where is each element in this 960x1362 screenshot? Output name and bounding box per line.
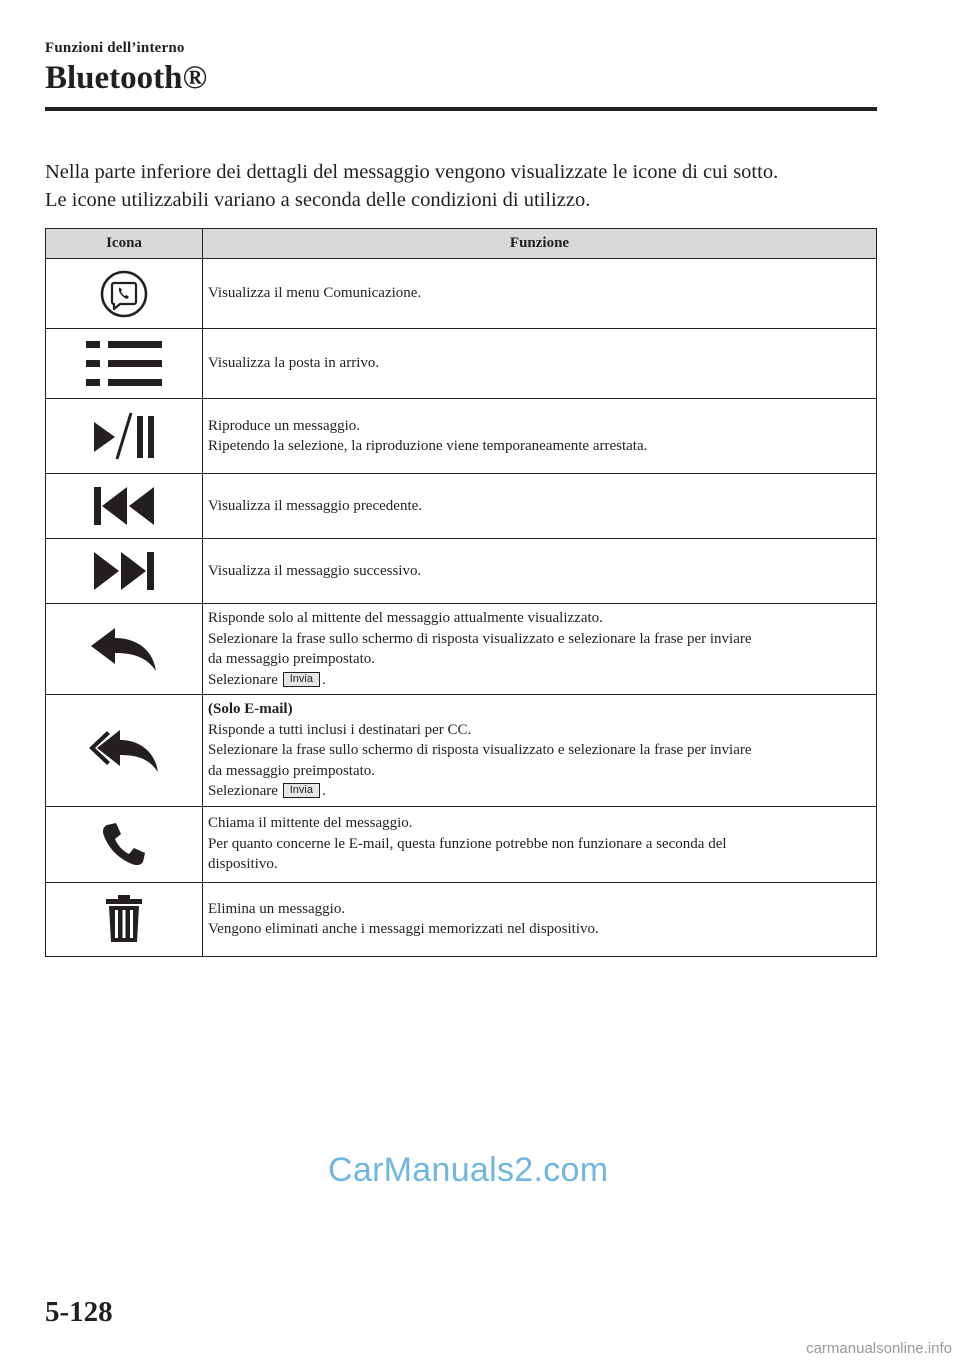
description-line: Vengono eliminati anche i messaggi memorizzati nel dispositivo. <box>208 921 599 937</box>
footer-watermark: carmanualsonline.info <box>806 1340 952 1357</box>
description-line: dispositivo. <box>208 856 278 873</box>
icon-cell <box>46 539 203 604</box>
function-description <box>203 329 877 399</box>
description-line: Visualizza il messaggio successivo. <box>208 562 422 579</box>
icon-cell <box>46 474 203 539</box>
description-line: Visualizza il messaggio precedente. <box>208 497 423 514</box>
select-prefix: Selezionare <box>208 671 278 688</box>
intro-paragraph <box>45 158 885 214</box>
description-line: Ripetendo la selezione, la riproduzione viene temporaneamente arrestata. <box>208 438 648 454</box>
description-line: Per quanto concerne le E-mail, questa funzione potrebbe non funzionare a seconda del <box>208 835 727 852</box>
function-description <box>203 806 877 882</box>
select-suffix: . <box>321 671 326 688</box>
title-rule <box>45 107 877 111</box>
select-prefix: Selezionare <box>208 783 278 799</box>
description-line: Visualizza la posta in arrivo. <box>208 355 380 372</box>
previous-icon <box>92 484 156 528</box>
description-line: Risponde solo al mittente del messaggio attualmente visualizzato. <box>208 610 603 626</box>
icon-cell <box>46 399 203 474</box>
description-line: da messaggio preimpostato. <box>208 762 376 779</box>
table-row <box>46 695 877 807</box>
table-row <box>46 474 877 539</box>
icon-cell <box>46 259 203 329</box>
next-icon <box>92 549 156 593</box>
table-row <box>46 882 877 956</box>
table-row <box>46 604 877 695</box>
table-row <box>46 259 877 329</box>
table-row <box>46 539 877 604</box>
icon-cell <box>46 806 203 882</box>
description-line: Elimina un messaggio. <box>208 900 346 917</box>
description-line: Riproduce un messaggio. <box>208 417 361 434</box>
section-label: Funzioni dell’interno <box>45 40 185 56</box>
table-row <box>46 399 877 474</box>
description-line: Visualizza il menu Comunicazione. <box>208 285 422 302</box>
list-icon <box>84 337 164 391</box>
reply-all-icon <box>87 725 161 775</box>
icon-cell <box>46 604 203 695</box>
icon-cell <box>46 882 203 956</box>
communication-icon <box>99 269 149 319</box>
description-line: Chiama il mittente del messaggio. <box>208 815 413 832</box>
function-description <box>203 259 877 329</box>
reply-icon <box>89 624 159 674</box>
description-line: Risponde a tutti inclusi i destinatari per CC. <box>208 721 472 738</box>
invia-button[interactable]: Invia <box>283 783 320 798</box>
table-row <box>46 806 877 882</box>
description-line: (Solo E-mail) <box>208 701 293 717</box>
page-number: 5-128 <box>45 1296 113 1328</box>
icon-cell <box>46 329 203 399</box>
watermark: CarManuals2.com <box>328 1151 609 1189</box>
header-function: Funzione <box>203 229 877 259</box>
select-line <box>208 781 870 802</box>
header-icon: Icona <box>46 229 203 259</box>
function-table <box>45 228 877 957</box>
function-description <box>203 399 877 474</box>
description-line: Selezionare la frase sullo schermo di risposta visualizzato e selezionare la frase per inviare <box>208 742 752 758</box>
select-suffix: . <box>321 783 326 799</box>
select-line <box>208 670 870 691</box>
table-row <box>46 329 877 399</box>
trash-icon <box>104 894 144 944</box>
icon-cell <box>46 695 203 807</box>
invia-button[interactable]: Invia <box>283 672 320 687</box>
function-description <box>203 539 877 604</box>
function-description <box>203 604 877 695</box>
intro-line: Nella parte inferiore dei dettagli del messaggio vengono visualizzate le icone di cui sotto. <box>45 161 779 183</box>
function-description <box>203 882 877 956</box>
phone-icon <box>101 821 147 867</box>
description-line: Selezionare la frase sullo schermo di risposta visualizzato e selezionare la frase per inviare <box>208 630 752 647</box>
function-description <box>203 474 877 539</box>
table-header-row <box>46 229 877 259</box>
intro-line: Le icone utilizzabili variano a seconda delle condizioni di utilizzo. <box>45 189 591 211</box>
page-title: Bluetooth® <box>45 60 208 96</box>
function-description <box>203 695 877 807</box>
play-pause-icon <box>91 410 157 462</box>
description-line: da messaggio preimpostato. <box>208 651 376 667</box>
